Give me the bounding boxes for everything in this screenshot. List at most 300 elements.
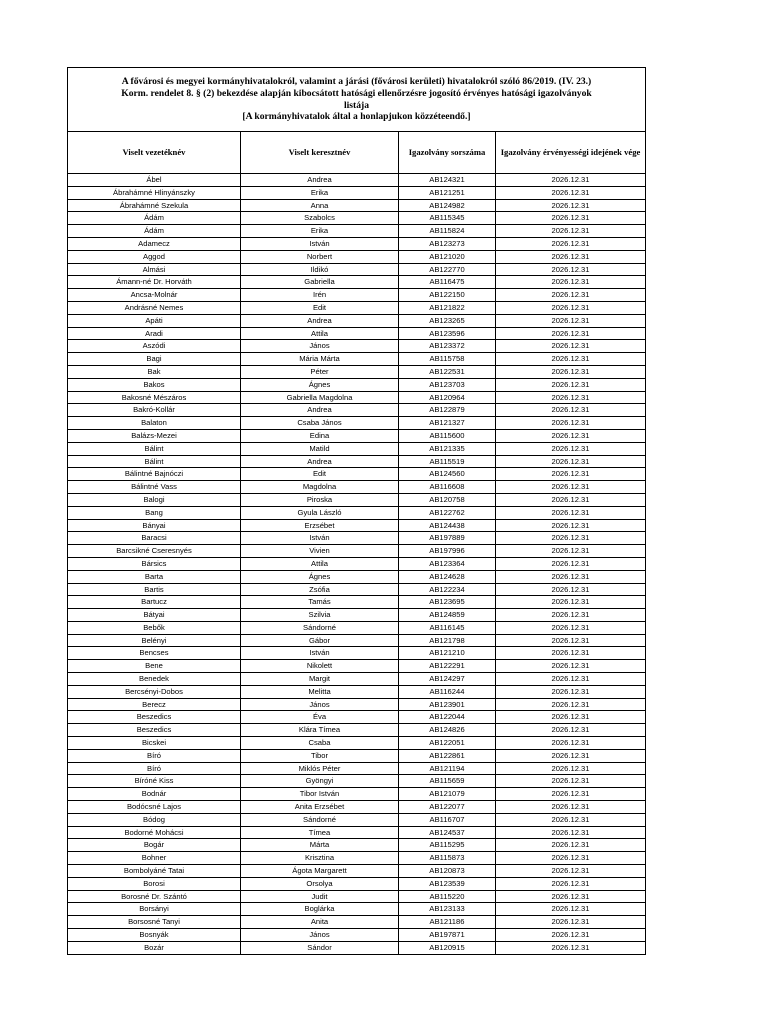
table-row <box>68 314 646 327</box>
cell-given-name: Tímea <box>241 826 399 839</box>
cell-expiry-date: 2026.12.31 <box>496 762 646 775</box>
cell-id-number: AB122234 <box>399 583 496 596</box>
cell-surname: Bodorné Mohácsi <box>68 826 241 839</box>
cell-id-number: AB121194 <box>399 762 496 775</box>
cell-id-number: AB123273 <box>399 237 496 250</box>
cell-id-number: AB122762 <box>399 506 496 519</box>
document-table <box>67 67 646 955</box>
cell-id-number: AB120964 <box>399 391 496 404</box>
cell-surname: Bódog <box>68 813 241 826</box>
cell-id-number: AB116707 <box>399 813 496 826</box>
cell-expiry-date: 2026.12.31 <box>496 506 646 519</box>
table-row <box>68 391 646 404</box>
cell-surname: Borsosné Tanyi <box>68 916 241 929</box>
cell-given-name: Gyöngyi <box>241 775 399 788</box>
cell-given-name: Piroska <box>241 493 399 506</box>
cell-id-number: AB116475 <box>399 276 496 289</box>
cell-given-name: Andrea <box>241 404 399 417</box>
cell-expiry-date: 2026.12.31 <box>496 545 646 558</box>
title-line-2: Korm. rendelet 8. § (2) bekezdése alapján kibocsátott hatósági ellenőrzésre jogosító érvényes hatósági igazolványok <box>121 87 592 99</box>
table-row <box>68 647 646 660</box>
cell-id-number: AB115659 <box>399 775 496 788</box>
cell-surname: Ábrahámné Szekula <box>68 199 241 212</box>
cell-given-name: Erika <box>241 225 399 238</box>
cell-expiry-date: 2026.12.31 <box>496 788 646 801</box>
cell-id-number: AB124537 <box>399 826 496 839</box>
table-row <box>68 327 646 340</box>
cell-id-number: AB121798 <box>399 634 496 647</box>
table-row <box>68 788 646 801</box>
cell-given-name: Gabriella <box>241 276 399 289</box>
cell-expiry-date: 2026.12.31 <box>496 391 646 404</box>
table-row <box>68 813 646 826</box>
cell-expiry-date: 2026.12.31 <box>496 621 646 634</box>
cell-given-name: Edit <box>241 468 399 481</box>
cell-expiry-date: 2026.12.31 <box>496 903 646 916</box>
cell-expiry-date: 2026.12.31 <box>496 634 646 647</box>
cell-id-number: AB123133 <box>399 903 496 916</box>
table-row <box>68 199 646 212</box>
cell-expiry-date: 2026.12.31 <box>496 314 646 327</box>
cell-expiry-date: 2026.12.31 <box>496 429 646 442</box>
cell-given-name: Erzsébet <box>241 519 399 532</box>
column-header-id-number: Igazolvány sorszáma <box>399 132 496 174</box>
cell-given-name: Norbert <box>241 250 399 263</box>
cell-id-number: AB115295 <box>399 839 496 852</box>
cell-id-number: AB120758 <box>399 493 496 506</box>
cell-id-number: AB123539 <box>399 877 496 890</box>
cell-expiry-date: 2026.12.31 <box>496 647 646 660</box>
cell-expiry-date: 2026.12.31 <box>496 199 646 212</box>
cell-id-number: AB197996 <box>399 545 496 558</box>
cell-id-number: AB122150 <box>399 289 496 302</box>
cell-id-number: AB122291 <box>399 660 496 673</box>
cell-given-name: Andrea <box>241 174 399 187</box>
cell-given-name: Zsófia <box>241 583 399 596</box>
table-row <box>68 865 646 878</box>
cell-expiry-date: 2026.12.31 <box>496 225 646 238</box>
table-row <box>68 890 646 903</box>
cell-given-name: Anna <box>241 199 399 212</box>
cell-given-name: Melitta <box>241 685 399 698</box>
cell-given-name: Erika <box>241 186 399 199</box>
column-header-row <box>68 132 646 174</box>
cell-surname: Belényi <box>68 634 241 647</box>
cell-given-name: Boglárka <box>241 903 399 916</box>
cell-expiry-date: 2026.12.31 <box>496 417 646 430</box>
cell-given-name: Gábor <box>241 634 399 647</box>
table-row <box>68 429 646 442</box>
cell-surname: Bosnyák <box>68 929 241 942</box>
cell-surname: Borosi <box>68 877 241 890</box>
cell-surname: Apáti <box>68 314 241 327</box>
cell-id-number: AB115600 <box>399 429 496 442</box>
cell-expiry-date: 2026.12.31 <box>496 813 646 826</box>
cell-surname: Bálintné Bajnóczi <box>68 468 241 481</box>
table-row <box>68 660 646 673</box>
cell-surname: Almási <box>68 263 241 276</box>
cell-surname: Bene <box>68 660 241 673</box>
title-line-3: listája <box>343 99 370 111</box>
cell-id-number: AB123372 <box>399 340 496 353</box>
table-row <box>68 532 646 545</box>
cell-surname: Bíró <box>68 762 241 775</box>
cell-surname: Bogár <box>68 839 241 852</box>
cell-id-number: AB123364 <box>399 557 496 570</box>
cell-id-number: AB121251 <box>399 186 496 199</box>
cell-expiry-date: 2026.12.31 <box>496 826 646 839</box>
cell-surname: Bíróné Kiss <box>68 775 241 788</box>
cell-expiry-date: 2026.12.31 <box>496 890 646 903</box>
cell-surname: Barcsikné Cseresnyés <box>68 545 241 558</box>
table-row <box>68 877 646 890</box>
title-line-1: A fővárosi és megyei kormányhivatalokról, valamint a járási (fővárosi kerületi) hivatalokról szóló 86/2019. (IV. 23.) <box>121 76 592 88</box>
cell-id-number: AB124438 <box>399 519 496 532</box>
cell-surname: Borsányi <box>68 903 241 916</box>
cell-id-number: AB116244 <box>399 685 496 698</box>
cell-surname: Bencses <box>68 647 241 660</box>
table-row <box>68 609 646 622</box>
cell-given-name: István <box>241 647 399 660</box>
cell-surname: Aradi <box>68 327 241 340</box>
cell-surname: Bartucz <box>68 596 241 609</box>
cell-surname: Ancsa-Molnár <box>68 289 241 302</box>
cell-given-name: István <box>241 532 399 545</box>
cell-expiry-date: 2026.12.31 <box>496 340 646 353</box>
table-row <box>68 557 646 570</box>
cell-surname: Adamecz <box>68 237 241 250</box>
cell-given-name: Orsolya <box>241 877 399 890</box>
table-row <box>68 289 646 302</box>
cell-id-number: AB124982 <box>399 199 496 212</box>
cell-expiry-date: 2026.12.31 <box>496 583 646 596</box>
cell-id-number: AB123703 <box>399 378 496 391</box>
table-row <box>68 212 646 225</box>
cell-given-name: Ágota Margarett <box>241 865 399 878</box>
cell-surname: Bíró <box>68 749 241 762</box>
cell-surname: Bodócsné Lajos <box>68 801 241 814</box>
cell-given-name: Sándorné <box>241 621 399 634</box>
cell-given-name: Gyula László <box>241 506 399 519</box>
cell-id-number: AB115873 <box>399 852 496 865</box>
cell-expiry-date: 2026.12.31 <box>496 276 646 289</box>
cell-given-name: Margit <box>241 673 399 686</box>
table-row <box>68 852 646 865</box>
cell-expiry-date: 2026.12.31 <box>496 365 646 378</box>
cell-surname: Bársics <box>68 557 241 570</box>
cell-given-name: Ildikó <box>241 263 399 276</box>
cell-id-number: AB123901 <box>399 698 496 711</box>
table-row <box>68 839 646 852</box>
cell-surname: Bak <box>68 365 241 378</box>
cell-given-name: Irén <box>241 289 399 302</box>
table-row <box>68 749 646 762</box>
cell-surname: Ábrahámné Hlinyánszky <box>68 186 241 199</box>
cell-id-number: AB121822 <box>399 301 496 314</box>
cell-id-number: AB122770 <box>399 263 496 276</box>
cell-expiry-date: 2026.12.31 <box>496 174 646 187</box>
cell-surname: Ámann-né Dr. Horváth <box>68 276 241 289</box>
cell-surname: Beszedics <box>68 711 241 724</box>
cell-expiry-date: 2026.12.31 <box>496 263 646 276</box>
cell-surname: Baracsi <box>68 532 241 545</box>
cell-expiry-date: 2026.12.31 <box>496 212 646 225</box>
cell-expiry-date: 2026.12.31 <box>496 596 646 609</box>
cell-expiry-date: 2026.12.31 <box>496 737 646 750</box>
cell-given-name: Tamás <box>241 596 399 609</box>
cell-expiry-date: 2026.12.31 <box>496 378 646 391</box>
cell-surname: Bálint <box>68 442 241 455</box>
cell-given-name: Edina <box>241 429 399 442</box>
table-row <box>68 545 646 558</box>
table-row <box>68 174 646 187</box>
cell-id-number: AB115824 <box>399 225 496 238</box>
table-row <box>68 916 646 929</box>
cell-id-number: AB121210 <box>399 647 496 660</box>
cell-id-number: AB115519 <box>399 455 496 468</box>
cell-surname: Bang <box>68 506 241 519</box>
cell-id-number: AB122077 <box>399 801 496 814</box>
cell-expiry-date: 2026.12.31 <box>496 557 646 570</box>
cell-expiry-date: 2026.12.31 <box>496 941 646 954</box>
table-row <box>68 698 646 711</box>
cell-id-number: AB121079 <box>399 788 496 801</box>
cell-given-name: Miklós Péter <box>241 762 399 775</box>
cell-given-name: János <box>241 929 399 942</box>
cell-given-name: Attila <box>241 327 399 340</box>
cell-surname: Aggod <box>68 250 241 263</box>
table-row <box>68 301 646 314</box>
cell-id-number: AB115345 <box>399 212 496 225</box>
cell-given-name: Ágnes <box>241 570 399 583</box>
table-row <box>68 276 646 289</box>
cell-given-name: Szabolcs <box>241 212 399 225</box>
cell-id-number: AB121020 <box>399 250 496 263</box>
cell-expiry-date: 2026.12.31 <box>496 865 646 878</box>
cell-given-name: Ágnes <box>241 378 399 391</box>
cell-given-name: Márta <box>241 839 399 852</box>
cell-id-number: AB121335 <box>399 442 496 455</box>
cell-expiry-date: 2026.12.31 <box>496 353 646 366</box>
cell-id-number: AB124560 <box>399 468 496 481</box>
cell-surname: Barta <box>68 570 241 583</box>
cell-id-number: AB120915 <box>399 941 496 954</box>
table-row <box>68 493 646 506</box>
cell-expiry-date: 2026.12.31 <box>496 673 646 686</box>
cell-surname: Bohner <box>68 852 241 865</box>
cell-surname: Berecz <box>68 698 241 711</box>
cell-given-name: Attila <box>241 557 399 570</box>
cell-surname: Benedek <box>68 673 241 686</box>
cell-id-number: AB197871 <box>399 929 496 942</box>
table-row <box>68 263 646 276</box>
cell-given-name: Csaba János <box>241 417 399 430</box>
table-row <box>68 186 646 199</box>
cell-surname: Bálint <box>68 455 241 468</box>
cell-expiry-date: 2026.12.31 <box>496 877 646 890</box>
cell-id-number: AB115758 <box>399 353 496 366</box>
cell-expiry-date: 2026.12.31 <box>496 711 646 724</box>
cell-given-name: Vivien <box>241 545 399 558</box>
cell-surname: Bányai <box>68 519 241 532</box>
table-row <box>68 519 646 532</box>
cell-surname: Beszedics <box>68 724 241 737</box>
cell-expiry-date: 2026.12.31 <box>496 775 646 788</box>
cell-given-name: Klára Tímea <box>241 724 399 737</box>
cell-expiry-date: 2026.12.31 <box>496 442 646 455</box>
cell-given-name: Éva <box>241 711 399 724</box>
cell-expiry-date: 2026.12.31 <box>496 749 646 762</box>
cell-id-number: AB123695 <box>399 596 496 609</box>
cell-surname: Balázs-Mezei <box>68 429 241 442</box>
cell-surname: Ádám <box>68 225 241 238</box>
table-body <box>68 174 646 955</box>
table-row <box>68 353 646 366</box>
cell-surname: Bozár <box>68 941 241 954</box>
cell-id-number: AB122861 <box>399 749 496 762</box>
cell-surname: Bebők <box>68 621 241 634</box>
cell-expiry-date: 2026.12.31 <box>496 532 646 545</box>
cell-expiry-date: 2026.12.31 <box>496 468 646 481</box>
cell-given-name: Gabriella Magdolna <box>241 391 399 404</box>
table-row <box>68 775 646 788</box>
cell-given-name: Nikolett <box>241 660 399 673</box>
cell-id-number: AB124859 <box>399 609 496 622</box>
cell-id-number: AB123265 <box>399 314 496 327</box>
table-row <box>68 621 646 634</box>
cell-surname: Bátyai <box>68 609 241 622</box>
cell-id-number: AB122044 <box>399 711 496 724</box>
cell-surname: Bicskei <box>68 737 241 750</box>
cell-expiry-date: 2026.12.31 <box>496 801 646 814</box>
cell-expiry-date: 2026.12.31 <box>496 685 646 698</box>
cell-expiry-date: 2026.12.31 <box>496 839 646 852</box>
table-row <box>68 417 646 430</box>
cell-given-name: Sándorné <box>241 813 399 826</box>
table-row <box>68 225 646 238</box>
cell-expiry-date: 2026.12.31 <box>496 455 646 468</box>
table-row <box>68 826 646 839</box>
table-row <box>68 724 646 737</box>
cell-expiry-date: 2026.12.31 <box>496 237 646 250</box>
table-row <box>68 506 646 519</box>
cell-given-name: Edit <box>241 301 399 314</box>
cell-surname: Bombolyáné Tatai <box>68 865 241 878</box>
cell-expiry-date: 2026.12.31 <box>496 186 646 199</box>
cell-given-name: István <box>241 237 399 250</box>
table-row <box>68 737 646 750</box>
cell-surname: Bakró-Kollár <box>68 404 241 417</box>
cell-given-name: János <box>241 698 399 711</box>
cell-given-name: Szilvia <box>241 609 399 622</box>
cell-surname: Bartis <box>68 583 241 596</box>
cell-id-number: AB116608 <box>399 481 496 494</box>
cell-given-name: Krisztina <box>241 852 399 865</box>
cell-given-name: Tibor István <box>241 788 399 801</box>
cell-expiry-date: 2026.12.31 <box>496 916 646 929</box>
table-row <box>68 455 646 468</box>
table-row <box>68 250 646 263</box>
cell-given-name: Matild <box>241 442 399 455</box>
cell-expiry-date: 2026.12.31 <box>496 609 646 622</box>
document-title <box>68 68 646 132</box>
cell-expiry-date: 2026.12.31 <box>496 570 646 583</box>
table-row <box>68 929 646 942</box>
cell-id-number: AB124826 <box>399 724 496 737</box>
cell-id-number: AB120873 <box>399 865 496 878</box>
cell-given-name: Tibor <box>241 749 399 762</box>
cell-given-name: Magdolna <box>241 481 399 494</box>
cell-expiry-date: 2026.12.31 <box>496 852 646 865</box>
table-row <box>68 570 646 583</box>
cell-given-name: Anita <box>241 916 399 929</box>
cell-expiry-date: 2026.12.31 <box>496 289 646 302</box>
title-line-4: [A kormányhivatalok által a honlapjukon közzéteendő.] <box>242 111 471 123</box>
cell-id-number: AB124297 <box>399 673 496 686</box>
table-row <box>68 378 646 391</box>
table-row <box>68 673 646 686</box>
cell-id-number: AB121186 <box>399 916 496 929</box>
cell-id-number: AB122531 <box>399 365 496 378</box>
cell-given-name: Anita Erzsébet <box>241 801 399 814</box>
cell-given-name: János <box>241 340 399 353</box>
cell-expiry-date: 2026.12.31 <box>496 301 646 314</box>
cell-expiry-date: 2026.12.31 <box>496 698 646 711</box>
table-row <box>68 404 646 417</box>
table-row <box>68 762 646 775</box>
column-header-surname: Viselt vezetéknév <box>68 132 241 174</box>
cell-given-name: Judit <box>241 890 399 903</box>
cell-expiry-date: 2026.12.31 <box>496 519 646 532</box>
table-row <box>68 801 646 814</box>
column-header-given-name: Viselt keresztnév <box>241 132 399 174</box>
cell-expiry-date: 2026.12.31 <box>496 404 646 417</box>
table-row <box>68 365 646 378</box>
cell-surname: Balogi <box>68 493 241 506</box>
cell-surname: Ábel <box>68 174 241 187</box>
cell-given-name: Sándor <box>241 941 399 954</box>
cell-surname: Bakosné Mészáros <box>68 391 241 404</box>
column-header-expiry-date: Igazolvány érvényességi idejének vége <box>496 132 646 174</box>
cell-id-number: AB122879 <box>399 404 496 417</box>
table-row <box>68 481 646 494</box>
cell-given-name: Mária Márta <box>241 353 399 366</box>
table-row <box>68 903 646 916</box>
cell-id-number: AB124321 <box>399 174 496 187</box>
cell-surname: Bálintné Vass <box>68 481 241 494</box>
cell-surname: Ádám <box>68 212 241 225</box>
cell-id-number: AB124628 <box>399 570 496 583</box>
cell-surname: Balaton <box>68 417 241 430</box>
table-row <box>68 340 646 353</box>
cell-given-name: Csaba <box>241 737 399 750</box>
table-row <box>68 685 646 698</box>
cell-expiry-date: 2026.12.31 <box>496 660 646 673</box>
cell-id-number: AB121327 <box>399 417 496 430</box>
cell-id-number: AB122051 <box>399 737 496 750</box>
cell-expiry-date: 2026.12.31 <box>496 327 646 340</box>
cell-id-number: AB116145 <box>399 621 496 634</box>
cell-id-number: AB197889 <box>399 532 496 545</box>
cell-surname: Aszódi <box>68 340 241 353</box>
table-row <box>68 941 646 954</box>
cell-given-name: Péter <box>241 365 399 378</box>
cell-id-number: AB123596 <box>399 327 496 340</box>
table-row <box>68 711 646 724</box>
cell-expiry-date: 2026.12.31 <box>496 493 646 506</box>
cell-surname: Borosné Dr. Szántó <box>68 890 241 903</box>
cell-id-number: AB115220 <box>399 890 496 903</box>
